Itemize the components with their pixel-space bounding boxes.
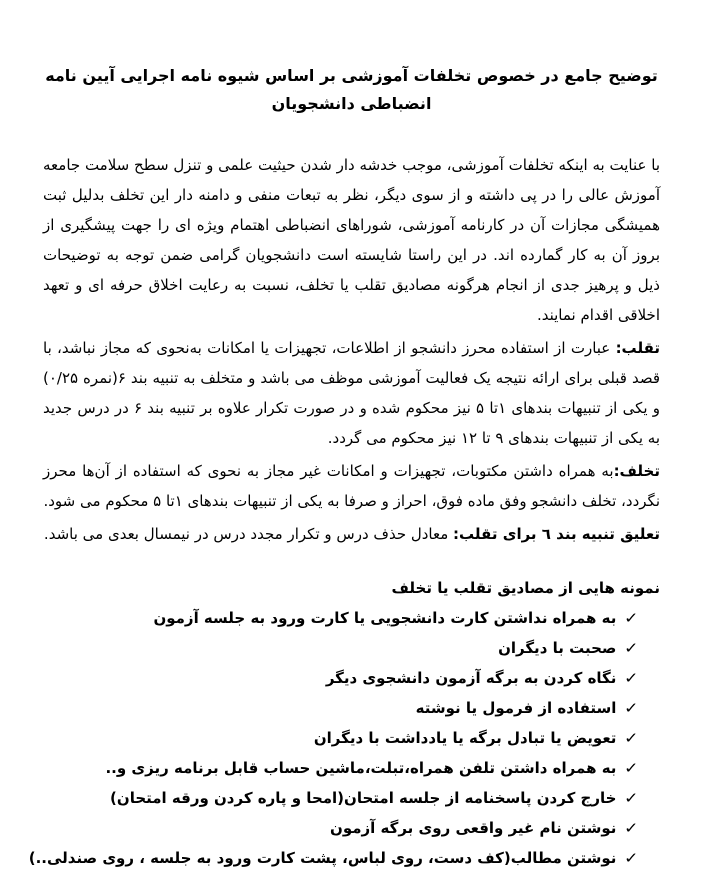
check-icon: ✓ [624,639,639,657]
list-item [43,663,660,693]
check-icon: ✓ [624,819,639,837]
suspension-term-label: تعلیق تنبیه بند ٦ برای تقلب: [453,525,660,543]
check-icon: ✓ [624,729,639,747]
list-item-label: به همراه نداشتن کارت دانشجویی یا کارت ورود به جلسه آزمون [153,609,617,627]
cheating-definition-paragraph [43,333,660,453]
suspension-paragraph [43,519,660,549]
check-icon: ✓ [624,789,639,807]
list-item-label: خارج کردن پاسخنامه از جلسه امتحان(امحا و پاره کردن ورقه امتحان) [110,789,617,807]
cheating-definition-text: عبارت از استفاده محرز دانشجو از اطلاعات، تجهیزات یا امکانات به‌نحوی که مجاز نباشد، با قصد قبلی برای ارائه نتیجه یک فعالیت آموزشی موظف می باشد و متخلف به تنبیه بند ۶(نمره ۰/۲۵) و یکی از تنبیهات بندهای ۱تا ۵ نیز محکوم شده و در صورت تکرار علاوه بر تنبیه بند ۶ در درس جدید به یکی از تنبیهات بندهای ۹ تا ۱۲ نیز محکوم می گردد. [43,339,660,447]
list-item-label: نوشتن نام غیر واقعی روی برگه آزمون [330,819,617,837]
list-item [43,693,660,723]
violation-definition-text: به همراه داشتن مکتوبات، تجهیزات و امکانات غیر مجاز به نحوی که استفاده از آن‌ها محرز نگردد، تخلف دانشجو وفق ماده فوق، احراز و صرفا به یکی از تنبیهات بندهای ۱تا ۵ محکوم می شود. [43,462,660,510]
check-icon: ✓ [624,759,639,777]
list-item [43,813,660,843]
cheating-term-label: تقلب: [615,339,660,357]
examples-section [28,573,660,873]
intro-paragraph [43,150,660,330]
violation-term-label: تخلف: [613,462,660,480]
check-icon: ✓ [624,669,639,687]
list-item [43,633,660,663]
list-item-label: صحبت با دیگران [498,639,617,657]
document-title: توضیح جامع در خصوص تخلفات آموزشی بر اساس شیوه نامه اجرایی آیین نامه انضباطی دانشجویان [45,66,658,113]
examples-heading: نمونه هایی از مصادیق تقلب یا تخلف [391,579,660,597]
list-item-label: تعویض یا تبادل برگه یا یادداشت با دیگران [313,729,617,747]
list-item-label: استفاده از فرمول یا نوشته [415,699,617,717]
list-item [43,753,660,783]
list-item-label: نگاه کردن به برگه آزمون دانشجوی دیگر [325,669,617,687]
check-icon: ✓ [624,699,639,717]
check-icon: ✓ [624,609,639,627]
list-item [43,783,660,813]
list-item [43,723,660,753]
suspension-text: معادل حذف درس و تکرار مجدد درس در نیمسال بعدی می باشد. [43,525,454,543]
list-item [28,843,660,873]
check-icon: ✓ [624,849,639,867]
list-item [43,603,660,633]
list-item-label: به همراه داشتن تلفن همراه،تبلت،ماشین حساب قابل برنامه ریزی و.. [105,759,617,777]
intro-text: با عنایت به اینکه تخلفات آموزشی، موجب خدشه دار شدن حیثیت علمی و تنزل سطح سلامت جامعه آموزش عالی را در پی داشته و از سوی دیگر، نظر به تبعات منفی و دامنه دار این تخلف بدلیل ثبت همیشگی مجازات آن در کارنامه آموزشی، شوراهای انضباطی اهتمام ویژه ای را جهت پیشگیری از بروز آن به کار گمارده اند. در این راستا شایسته است دانشجویان گرامی ضمن توجه به توضیحات ذیل و پرهیز جدی از انجام هرگونه مصادیق تقلب یا تخلف، نسبت به رعایت اخلاق حرفه ای و تعهد اخلاقی اقدام نمایند. [43,156,660,324]
list-item-label: نوشتن مطالب(کف دست، روی لباس، پشت کارت ورود به جلسه ، روی صندلی..) [28,849,617,867]
violation-definition-paragraph [43,456,660,516]
